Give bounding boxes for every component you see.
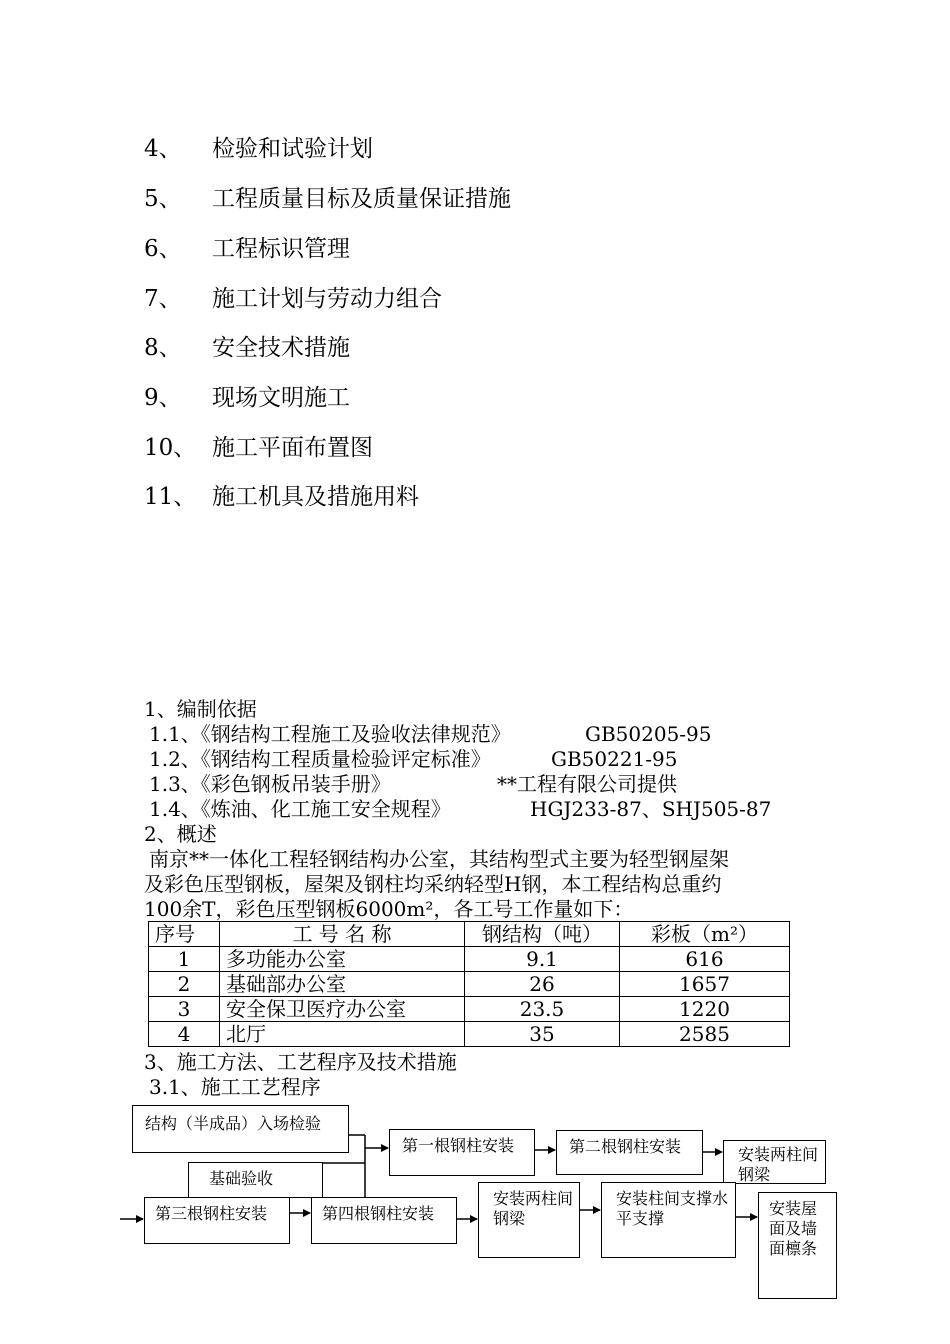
section-3-title: 3、施工方法、工艺程序及技术措施 (144, 1050, 457, 1074)
flow-box-incoming-inspection: 结构（半成品）入场检验 (132, 1105, 349, 1153)
toc-item: 9、 现场文明施工 (144, 385, 350, 411)
col-header-seq: 序号 (149, 922, 220, 947)
table-cell: 2585 (620, 1022, 790, 1047)
reference-label: 1.3、《彩色钢板吊装手册》 (149, 772, 391, 796)
toc-item: 5、 工程质量目标及质量保证措施 (144, 186, 511, 212)
flow-box-column-1: 第一根钢柱安装 (389, 1129, 535, 1176)
table-cell: 1 (149, 947, 220, 972)
table-cell: 1657 (620, 972, 790, 997)
section-2-title: 2、概述 (144, 822, 217, 846)
reference-label: 1.4、《炼油、化工施工安全规程》 (149, 797, 451, 821)
section-1-title: 1、编制依据 (144, 697, 257, 721)
reference-code: GB50205-95 (585, 722, 712, 746)
col-header-steel: 钢结构（吨） (465, 922, 620, 947)
col-header-panel: 彩板（m²） (620, 922, 790, 947)
flow-box-bracing: 安装柱间支撑水平支撑 (601, 1182, 736, 1258)
col-header-name: 工 号 名 称 (220, 922, 465, 947)
flow-box-foundation-acceptance: 基础验收 (188, 1162, 323, 1198)
flow-box-purlins: 安装屋面及墙面檩条 (758, 1192, 837, 1299)
toc-item: 10、 施工平面布置图 (144, 435, 373, 461)
table-cell: 23.5 (465, 997, 620, 1022)
toc-item: 11、 施工机具及措施用料 (144, 484, 419, 510)
toc-item: 8、 安全技术措施 (144, 335, 350, 361)
flow-box-column-4: 第四根钢柱安装 (311, 1197, 457, 1244)
table-cell: 616 (620, 947, 790, 972)
table-cell: 26 (465, 972, 620, 997)
table-cell: 3 (149, 997, 220, 1022)
table-cell: 1220 (620, 997, 790, 1022)
table-cell: 9.1 (465, 947, 620, 972)
table-cell: 基础部办公室 (220, 972, 465, 997)
toc-item: 4、 检验和试验计划 (144, 136, 373, 162)
overview-line: 南京**一体化工程轻钢结构办公室，其结构型式主要为轻型钢屋架 (149, 847, 729, 871)
table-cell: 2 (149, 972, 220, 997)
overview-line: 100余T，彩色压型钢板6000m²，各工号工作量如下： (144, 897, 634, 921)
toc-item: 6、 工程标识管理 (144, 236, 350, 262)
reference-label: 1.1、《钢结构工程施工及验收法律规范》 (149, 722, 511, 746)
flow-box-beam-lower: 安装两柱间钢梁 (478, 1182, 580, 1258)
reference-code: GB50221-95 (551, 747, 678, 771)
section-3-1-title: 3.1、施工工艺程序 (149, 1075, 321, 1099)
flow-box-beam-upper: 安装两柱间钢梁 (723, 1140, 826, 1184)
table-cell: 4 (149, 1022, 220, 1047)
table-cell: 安全保卫医疗办公室 (220, 997, 465, 1022)
table-cell: 多功能办公室 (220, 947, 465, 972)
flow-box-column-2: 第二根钢柱安装 (556, 1130, 703, 1175)
flow-box-column-3: 第三根钢柱安装 (144, 1197, 290, 1244)
overview-line: 及彩色压型钢板，屋架及钢柱均采纳轻型H钢，本工程结构总重约 (144, 872, 722, 896)
table-cell: 北厅 (220, 1022, 465, 1047)
table-cell: 35 (465, 1022, 620, 1047)
reference-label: 1.2、《钢结构工程质量检验评定标准》 (149, 747, 491, 771)
reference-code: HGJ233-87、SHJ505-87 (530, 797, 772, 821)
reference-code: **工程有限公司提供 (497, 772, 677, 796)
toc-item: 7、 施工计划与劳动力组合 (144, 286, 442, 312)
